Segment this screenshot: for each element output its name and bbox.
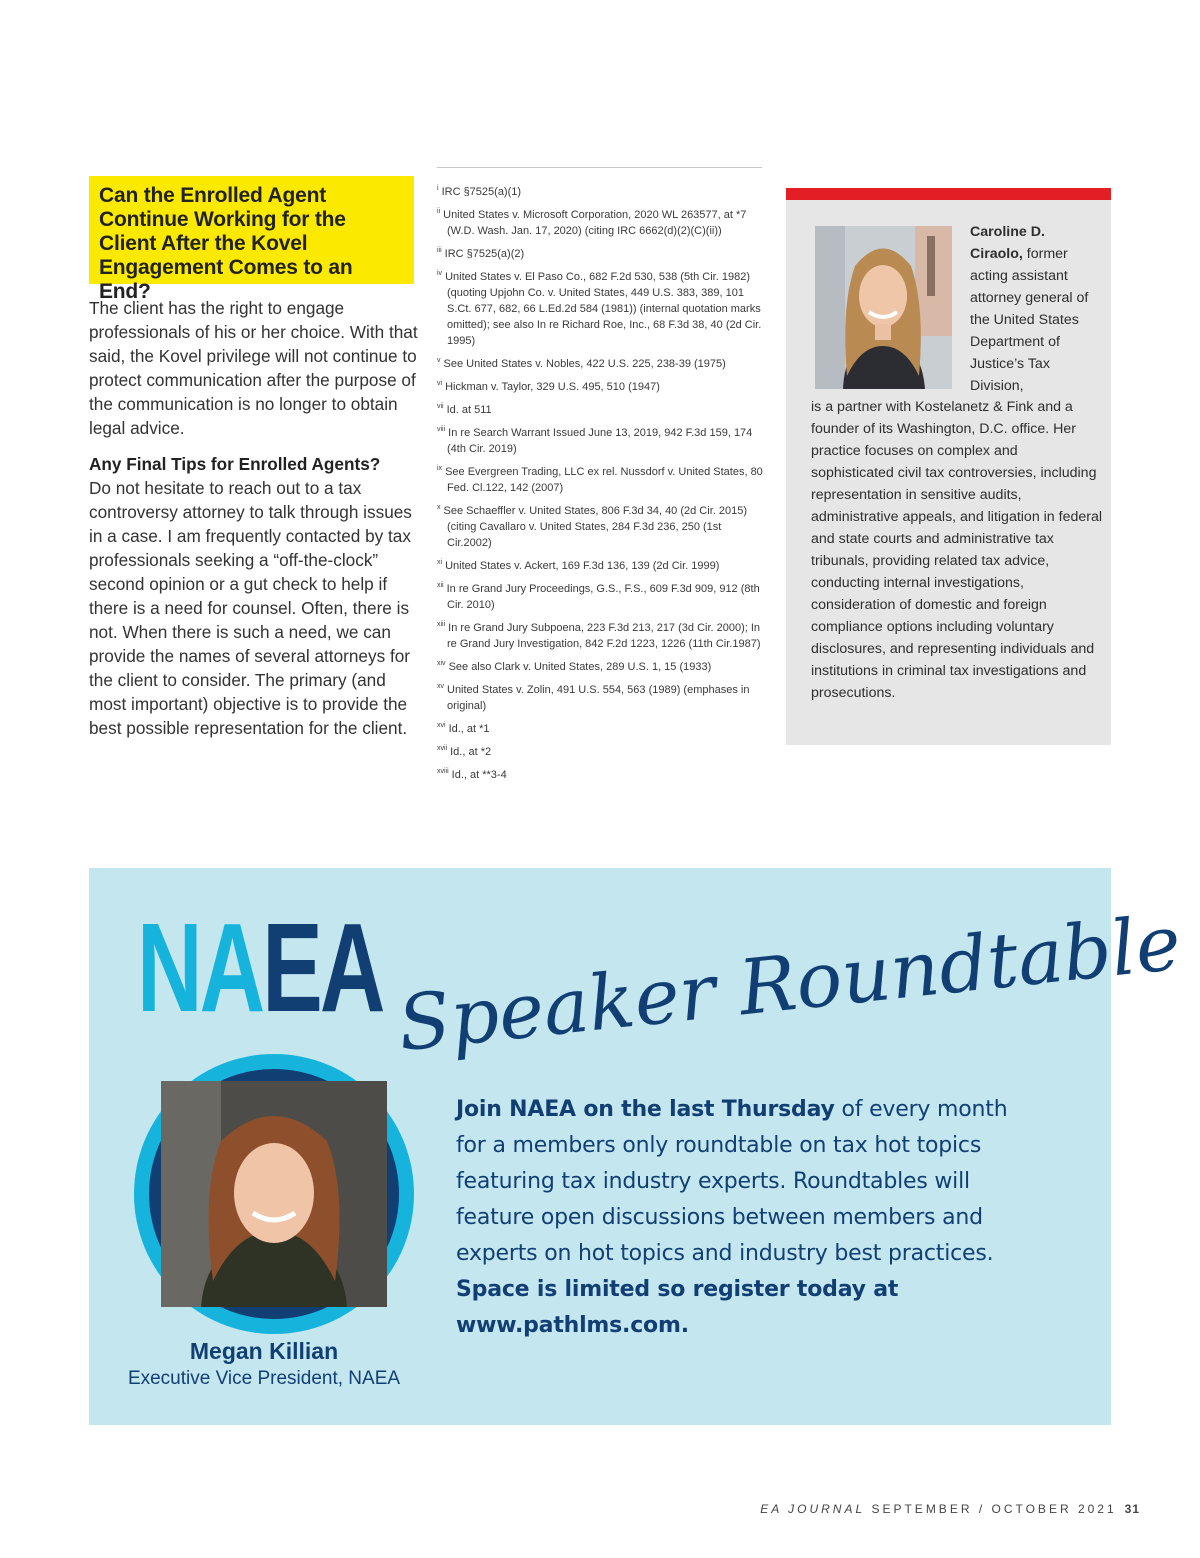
footnote: [437, 184, 765, 200]
naea-logo-na: NA: [137, 897, 263, 1038]
author-photo: [815, 226, 952, 389]
footnote: [437, 721, 765, 737]
footnote-text: See Schaeffler v. United States, 806 F.3d 34, 40 (2d Cir. 2015) (citing Cavallaro v. United States, 284 F.3d 236, 250 (1st Cir.2002): [443, 505, 747, 549]
footnote-text: IRC §7525(a)(1): [441, 186, 522, 198]
paragraph-2: Do not hesitate to reach out to a tax controversy attorney to talk through issues in a case. I am frequently contacted by tax professionals seeking a “off-the-clock” second opinion or a gut check to help if there is a need for counsel. Often, there is not. When there is such a need, we can provide the names of several attorneys for the client to consider. The primary (and most important) objective is to provide the best possible representation for the client.: [89, 478, 412, 738]
footnote-number: vi: [437, 380, 443, 387]
footnote: [437, 269, 765, 349]
footnote: [437, 246, 765, 262]
footnote-number: ix: [437, 465, 443, 472]
footnote-text: United States v. Zolin, 491 U.S. 554, 563 (1989) (emphases in original): [447, 684, 750, 712]
section-heading: Can the Enrolled Agent Continue Working for the Client After the Kovel Engagement Comes to an End?: [99, 184, 353, 303]
ad-body-text: [456, 1092, 1016, 1344]
footnote-text: United States v. Ackert, 169 F.3d 136, 139 (2d Cir. 1999): [445, 560, 720, 572]
footnote-text: See Evergreen Trading, LLC ex rel. Nussdorf v. United States, 80 Fed. Cl.122, 142 (2007): [445, 466, 763, 494]
footnote: [437, 767, 765, 783]
naea-logo-ea: EA: [262, 897, 383, 1038]
footnote: [437, 558, 765, 574]
naea-logo: [137, 898, 383, 1038]
ad-lead: Join NAEA on the last Thursday: [456, 1097, 835, 1122]
footnote-number: v: [437, 357, 441, 364]
footnote-number: iii: [437, 247, 442, 254]
footnote-number: xii: [437, 582, 444, 589]
footnote-text: In re Grand Jury Proceedings, G.S., F.S., 609 F.3d 909, 912 (8th Cir. 2010): [446, 583, 760, 611]
bio-text: is a partner with Kostelanetz & Fink and a founder of its Washington, D.C. office. Her practice focuses on complex and sophisticated civil tax controversies, including representation in sensitive audits, administrative appeals, and litigation in federal and state courts and administrative tax tribunals, providing related tax advice, conducting internal investigations, consideration of domestic and foreign compliance options including voluntary disclosures, and representing individuals and institutions in criminal tax investigations and prosecutions.: [811, 399, 1103, 701]
footnote-number: xv: [437, 683, 444, 690]
page-number: 31: [1124, 1502, 1140, 1516]
bio-text-top: [970, 221, 1100, 397]
footnote: [437, 744, 765, 760]
footnote-number: viii: [437, 426, 446, 433]
footnote-number: xiii: [437, 621, 446, 628]
footnote: [437, 402, 765, 418]
footnote-number: iv: [437, 270, 443, 277]
subheading: Any Final Tips for Enrolled Agents?: [89, 454, 381, 474]
footnote-number: x: [437, 504, 441, 511]
footnote-text: United States v. El Paso Co., 682 F.2d 530, 538 (5th Cir. 1982) (quoting Upjohn Co. v. United States, 449 U.S. 383, 389, 101 S.Ct. 677, 682, 66 L.Ed.2d 584 (1981)) (internal quotation marks omitted); see also In re Richard Roe, Inc., 68 F.3d 38, 40 (2d Cir. 1995): [445, 271, 762, 347]
footnote-text: IRC §7525(a)(2): [444, 248, 525, 260]
footnote: [437, 425, 765, 457]
page-footer: [760, 1502, 1140, 1516]
speaker-title: Executive Vice President, NAEA: [127, 1368, 401, 1389]
paragraph-1: The client has the right to engage professionals of his or her choice. With that said, the Kovel privilege will not continue to protect communication after the purpose of the communication is no longer to obtain legal advice.: [89, 298, 418, 438]
footnote-text: Id. at 511: [446, 404, 492, 416]
footnote-number: i: [437, 185, 439, 192]
footnote: [437, 356, 765, 372]
footnote: [437, 581, 765, 613]
footnote-number: xi: [437, 559, 443, 566]
speaker-roundtable-script: [387, 897, 1185, 1088]
footnote: [437, 207, 765, 239]
footnote-number: xvi: [437, 722, 446, 729]
section-heading-box: [89, 176, 414, 303]
issue-date: SEPTEMBER / OCTOBER 2021: [871, 1502, 1117, 1516]
footnote-text: See also Clark v. United States, 289 U.S. 1, 15 (1933): [448, 661, 712, 673]
bio-accent-bar: [786, 188, 1111, 200]
footnote-text: Hickman v. Taylor, 329 U.S. 495, 510 (1947): [445, 381, 660, 393]
speaker-photo: [161, 1081, 387, 1307]
footnotes-divider: [437, 167, 762, 168]
author-name: Caroline D. Ciraolo,: [970, 224, 1045, 262]
footnote-text: In re Search Warrant Issued June 13, 2019, 942 F.3d 159, 174 (4th Cir. 2019): [447, 427, 753, 455]
footnote: [437, 464, 765, 496]
footnote: [437, 659, 765, 675]
footnotes-list: [437, 184, 765, 790]
speaker-roundtable-ad: [89, 868, 1185, 1425]
footnote-text: In re Grand Jury Subpoena, 223 F.3d 213, 217 (3d Cir. 2000); In re Grand Jury Investigation, 842 F.2d 1223, 1226 (11th Cir.1987): [447, 622, 761, 650]
footnote: [437, 379, 765, 395]
bio-intro: former acting assistant attorney general of the United States Department of Justice’s Tax Division,: [970, 246, 1089, 394]
footnote-text: See United States v. Nobles, 422 U.S. 225, 238-39 (1975): [443, 358, 726, 370]
footnote: [437, 503, 765, 551]
speaker-photo-frame: [134, 1054, 414, 1334]
footnote: [437, 620, 765, 652]
speaker-name: Megan Killian: [189, 1338, 339, 1364]
footnote-text: United States v. Microsoft Corporation, 2020 WL 263577, at *7 (W.D. Wash. Jan. 17, 2020) (citing IRC 6662(d)(2)(C)(ii)): [443, 209, 747, 237]
footnote-number: ii: [437, 208, 441, 215]
footnote-text: Id., at *1: [448, 723, 490, 735]
footnote-number: xiv: [437, 660, 446, 667]
footnote-text: Id., at *2: [450, 746, 492, 758]
footnote: [437, 682, 765, 714]
footnote-number: xviii: [437, 768, 449, 775]
footnote-number: vii: [437, 403, 444, 410]
footnote-text: Id., at **3-4: [451, 769, 507, 781]
journal-name: EA JOURNAL: [760, 1502, 866, 1516]
ad-description: of every month for a members only roundtable on tax hot topics featuring tax industry experts. Roundtables will feature open discussions between members and experts on hot topics and industry best practices.: [456, 1097, 1008, 1266]
ad-register-link[interactable]: Space is limited so register today at www.pathlms.com.: [456, 1277, 899, 1338]
left-column: [89, 296, 419, 752]
footnote-number: xvii: [437, 745, 448, 752]
script-title: Speaker Roundtable: [393, 897, 1185, 1069]
